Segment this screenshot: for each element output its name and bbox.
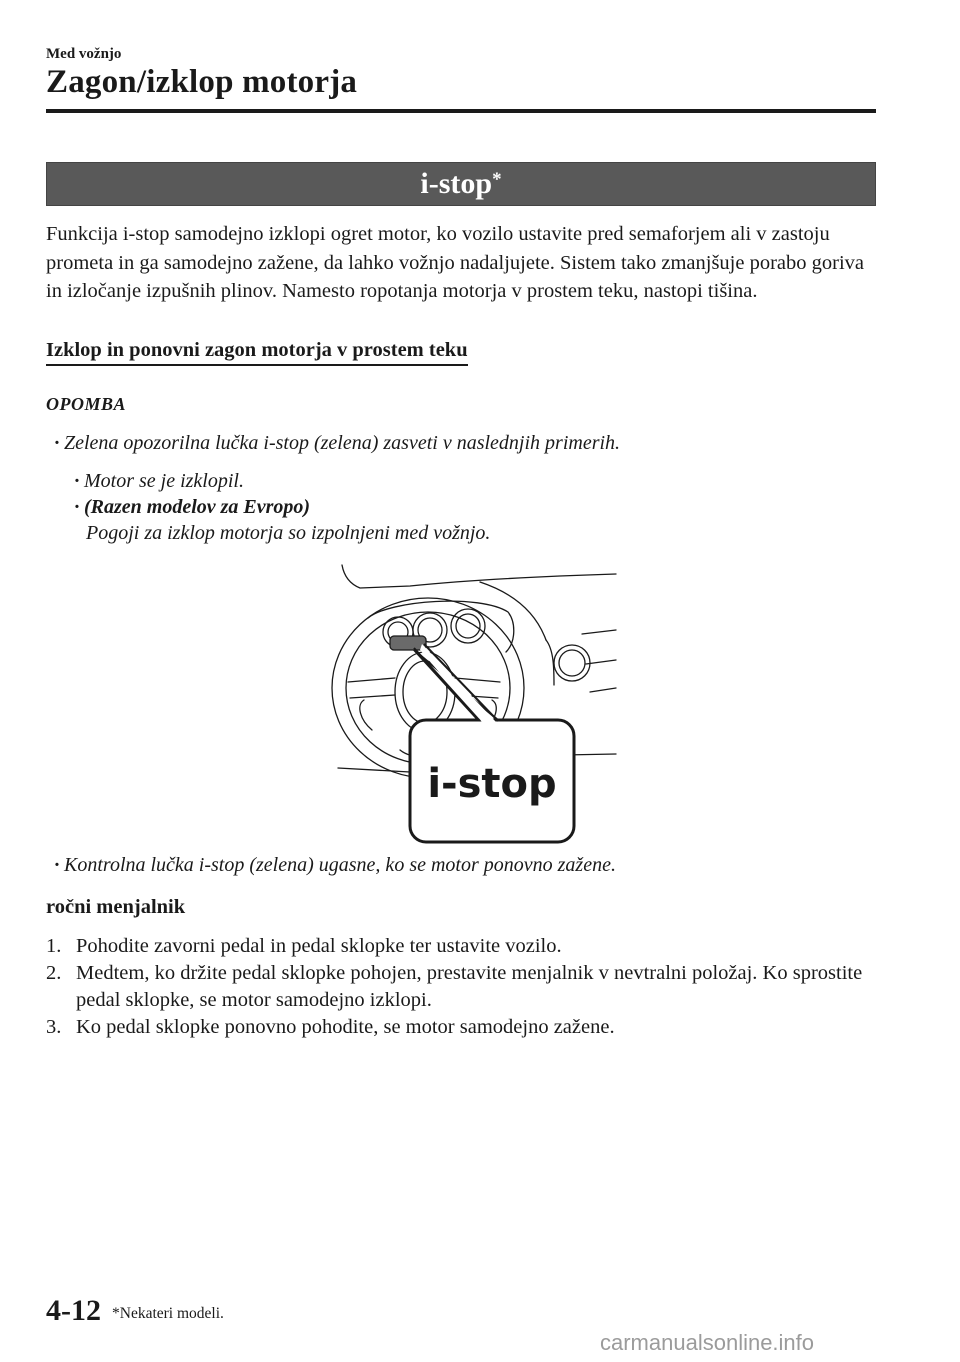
page-title: Zagon/izklop motorja: [46, 64, 358, 100]
page-number: 4-12: [46, 1294, 101, 1327]
note-sub-bullet-1-text: Motor se je izklopil.: [84, 470, 244, 492]
note-label: OPOMBA: [46, 394, 127, 414]
step-item: [46, 933, 886, 960]
watermark: carmanualsonline.info: [600, 1330, 815, 1355]
step-number: 2.: [46, 962, 62, 984]
steps-list: [46, 933, 886, 1041]
dashboard-curve: [480, 582, 546, 640]
bullet-dot: ·: [73, 470, 81, 492]
callout-label: i-stop: [427, 761, 557, 807]
note-sub-bullet-2: [70, 496, 310, 519]
note-sub-bullet-2-text: Pogoji za izklop motorja so izpolnjeni med vožnjo.: [86, 522, 491, 544]
section-title-mark: *: [492, 169, 502, 190]
note-bullet-1-text: Zelena opozorilna lučka i-stop (zelena) zasveti v naslednjih primerih.: [64, 432, 621, 454]
step-text: Ko pedal sklopke ponovno pohodite, se motor samodejno zažene.: [76, 1016, 615, 1038]
step-item: [46, 960, 886, 1014]
note-bullet-2: [50, 854, 616, 877]
bullet-dot: ·: [53, 854, 61, 876]
note-sub-bullet-2-bold: (Razen modelov za Evropo): [84, 496, 311, 518]
step-item: [46, 1014, 886, 1041]
vent: [554, 645, 590, 681]
section-title: i-stop: [420, 167, 493, 200]
i-stop-indicator-light: [390, 636, 426, 650]
step-number: 3.: [46, 1016, 62, 1038]
note-sub-bullet-1: [70, 470, 244, 493]
footnote: *Nekateri modeli.: [112, 1305, 224, 1322]
step-text: Pohodite zavorni pedal in pedal sklopke ter ustavite vozilo.: [76, 935, 562, 957]
step-text: Medtem, ko držite pedal sklopke pohojen, prestavite menjalnik v nevtralni položaj. Ko sprostite pedal sklopke, se motor samodejno izklopi.: [76, 962, 863, 1011]
step-number: 1.: [46, 935, 62, 957]
steering-wheel-figure: [320, 560, 620, 845]
title-rule: [46, 109, 876, 113]
note-bullet-1: [50, 432, 620, 455]
note-bullet-2-text: Kontrolna lučka i-stop (zelena) ugasne, ko se motor ponovno zažene.: [64, 854, 616, 876]
manual-heading: ročni menjalnik: [46, 896, 186, 918]
intro-paragraph: Funkcija i-stop samodejno izklopi ogret motor, ko vozilo ustavite pred semaforjem ali v zastoju prometa in ga samodejno zažene, da lahko vožnjo nadaljujete. Sistem tako zmanjšuje porabo goriva in izločanje izpušnih plinov. Namesto ropotanja motorja v prostem teku, nastopi tišina.: [46, 223, 865, 302]
callout: [410, 644, 574, 842]
bullet-dot: ·: [73, 496, 81, 518]
dashboard-line: [342, 565, 616, 588]
subheading: Izklop in ponovni zagon motorja v prostem teku: [46, 339, 468, 366]
section-banner: [46, 162, 876, 206]
bullet-dot: ·: [53, 432, 61, 454]
chapter-label: Med vožnjo: [46, 46, 122, 62]
